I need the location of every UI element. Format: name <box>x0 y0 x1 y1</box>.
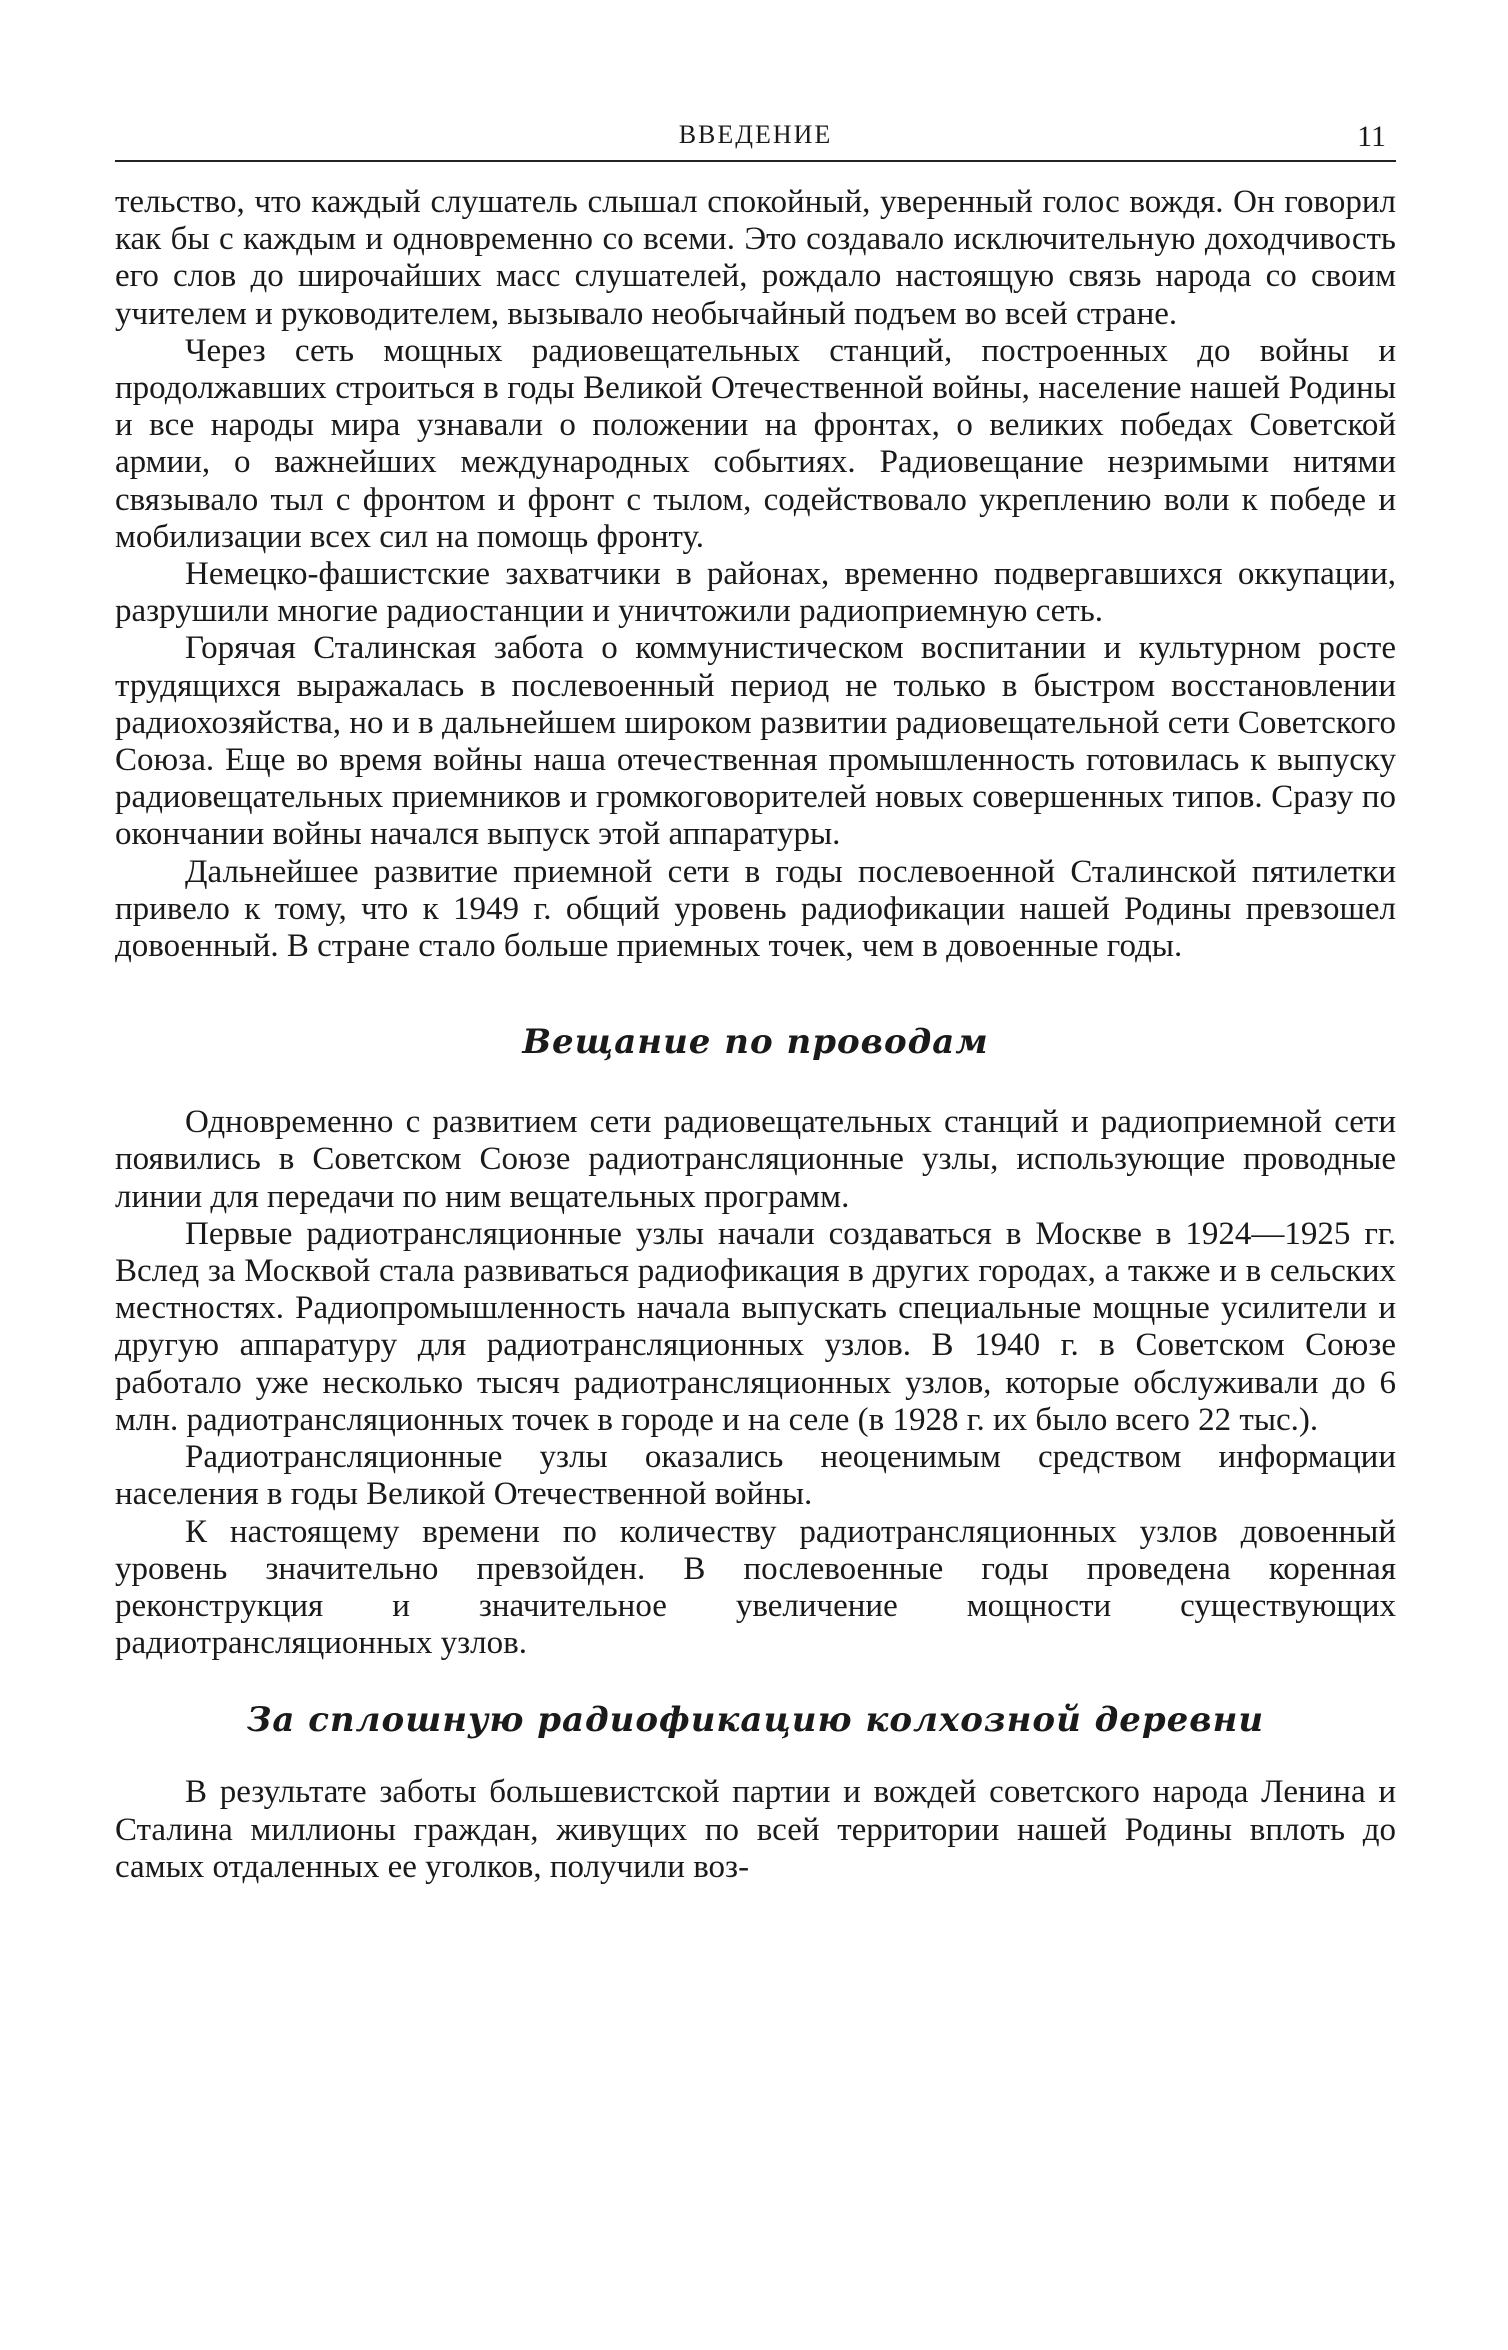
paragraph: К настоящему времени по количеству радиотрансляционных узлов довоенный уровень значительно превзойден. В послевоенные годы проведена коренная реконструкция и значительное увеличение мощности существующих радиотрансляционных узлов. <box>115 1513 1396 1662</box>
paragraph: тельство, что каждый слушатель слышал спокойный, уверенный голос вождя. Он говорил как бы с каждым и одновременно со всеми. Это создавало исключительную доходчивость его слов до широчайших масс слушателей, рождало настоящую связь народа со своим учителем и руководителем, вызывало необычайный подъем во всей стране. <box>115 184 1396 332</box>
paragraph: Первые радиотрансляционные узлы начали создаваться в Москве в 1924—1925 гг. Вслед за Москвой стала развиваться радиофикация в других городах, а также и в сельских местностях. Радиопромышленность начала выпускать специальные мощные усилители и другую аппаратуру для радиотрансляционных узлов. В 1940 г. в Советском Союзе работало уже несколько тысяч радиотрансляционных узлов, которые обслуживали до 6 млн. радиотрансляционных точек в городе и на селе (в 1928 г. их было всего 22 тыс.). <box>115 1215 1396 1438</box>
running-header <box>115 108 1396 162</box>
section-wire-broadcasting-text <box>115 1104 1396 1662</box>
paragraph: Одновременно с развитием сети радиовещательных станций и радиоприемной сети появились в Советском Союзе радиотрансляционные узлы, использующие проводные линии для передачи по ним вещательных программ. <box>115 1104 1396 1215</box>
paragraph: В результате заботы большевистской партии и вождей советского народа Ленина и Сталина миллионы граждан, живущих по всей территории нашей Родины вплоть до самых отдаленных ее уголков, получили воз- <box>115 1774 1396 1885</box>
intro-text <box>115 184 1396 965</box>
section-heading-village-radiofication: За сплошную радиофикацию колхозной деревни <box>246 1700 1265 1741</box>
page-number: 11 <box>1357 120 1386 153</box>
running-title: ВВЕДЕНИЕ <box>678 120 833 149</box>
paragraph: Горячая Сталинская забота о коммунистическом воспитании и культурном росте трудящихся выражалась в послевоенный период не только в быстром восстановлении радиохозяйства, но и в дальнейшем широком развитии радиовещательной сети Советского Союза. Еще во время войны наша отечественная промышленность готовилась к выпуску радиовещательных приемников и громкоговорителей новых совершенных типов. Сразу по окончании войны начался выпуск этой аппаратуры. <box>115 630 1396 853</box>
section-village-radiofication-text <box>115 1774 1396 1886</box>
paragraph: Радиотрансляционные узлы оказались неоценимым средством информации населения в годы Великой Отечественной войны. <box>115 1439 1396 1513</box>
paragraph: Немецко-фашистские захватчики в районах, временно подвергавшихся оккупации, разрушили многие радиостанции и уничтожили радиоприемную сеть. <box>115 556 1396 630</box>
paragraph: Через сеть мощных радиовещательных станций, построенных до войны и продолжавших строиться в годы Великой Отечественной войны, население нашей Родины и все народы мира узнавали о положении на фронтах, о великих победах Советской армии, о важнейших международных событиях. Радиовещание незримыми нитями связывало тыл с фронтом и фронт с тылом, содействовало укреплению воли к победе и мобилизации всех сил на помощь фронту. <box>115 332 1396 555</box>
paragraph: Дальнейшее развитие приемной сети в годы послевоенной Сталинской пятилетки привело к тому, что к 1949 г. общий уровень радиофикации нашей Родины превзошел довоенный. В стране стало больше приемных точек, чем в довоенные годы. <box>115 853 1396 965</box>
section-heading-wire-broadcasting: Вещание по проводам <box>522 1022 989 1063</box>
